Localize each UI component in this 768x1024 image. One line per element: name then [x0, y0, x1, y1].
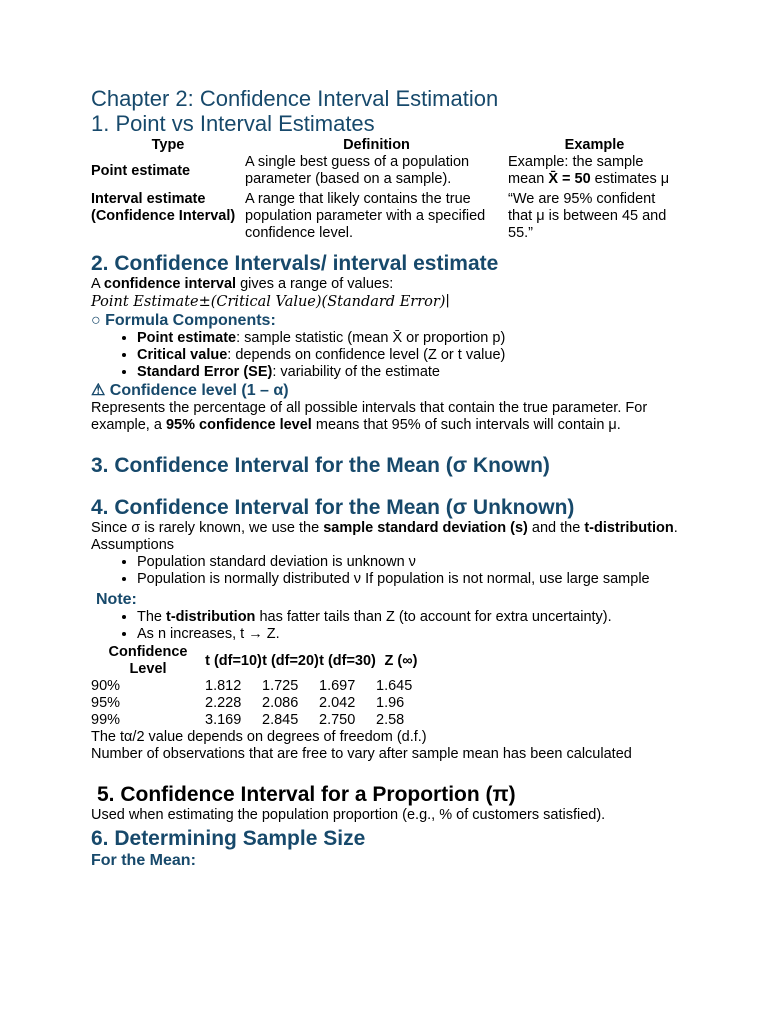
row-definition: A single best guess of a population parameter (based on a sample). — [245, 154, 470, 187]
row-definition: A range that likely contains the true population parameter with a specified confidence level. — [245, 191, 486, 241]
row-type: Interval estimate (Confidence Interval) — [91, 191, 236, 224]
confidence-level-text — [91, 400, 681, 434]
table-cell: 2.086 — [262, 695, 299, 711]
list-item: • Population standard deviation is unknown ν — [137, 554, 681, 571]
section6-subheading: For the Mean: — [91, 852, 196, 869]
assumptions-label: Assumptions — [91, 537, 175, 553]
section5-heading: 5. Confidence Interval for a Proportion (π) — [97, 783, 516, 806]
chapter-title: Chapter 2: Confidence Interval Estimation — [91, 86, 499, 111]
table-cell: 2.58 — [376, 712, 405, 728]
intro-text-end: . — [673, 520, 678, 536]
list-item — [137, 330, 681, 347]
intro-bold: t-distribution — [584, 520, 674, 536]
table-cell: 1.725 — [262, 678, 299, 694]
note-text: The — [137, 609, 167, 625]
document-page — [91, 86, 681, 870]
table-row — [91, 154, 681, 188]
estimates-table-header — [91, 137, 681, 154]
section2-heading: 2. Confidence Intervals/ interval estimate — [91, 252, 499, 275]
section2-intro — [91, 276, 681, 293]
table-cell: 2.845 — [262, 712, 299, 728]
intro-text: Since σ is rarely known, we use the — [91, 520, 324, 536]
intro-bold: sample standard deviation (s) — [323, 520, 528, 536]
row-example: “We are 95% confident that μ is between 45 and 55.” — [508, 191, 667, 241]
section4-intro — [91, 520, 681, 537]
assumptions-list — [91, 554, 681, 588]
confidence-level-heading: ⚠ Confidence level (1 – α) — [91, 382, 289, 399]
ci-formula: Point Estimate±(Critical Value)(Standard Error)∣ — [91, 294, 450, 310]
confidence-text: Represents the percentage of all possible intervals that contain the true parameter. For example, a — [91, 400, 648, 433]
table-cell: 99% — [91, 712, 121, 728]
components-list — [91, 330, 681, 381]
section4-heading: 4. Confidence Interval for the Mean (σ Unknown) — [91, 496, 575, 519]
component-term: Critical value — [137, 347, 228, 363]
example-text: Example: the sample mean — [508, 154, 644, 187]
component-term: Point estimate — [137, 330, 237, 346]
notes-list — [91, 609, 681, 643]
table-row — [91, 678, 426, 695]
component-desc: : variability of the estimate — [272, 364, 440, 380]
t-header-z: Z (∞) — [384, 652, 418, 669]
intro-text-mid: and the — [527, 520, 585, 536]
df-definition: Number of observations that are free to vary after sample mean has been calculated — [91, 746, 632, 762]
note-bold: t-distribution — [166, 609, 256, 625]
df-note: The tα/2 value depends on degrees of freedom (d.f.) — [91, 729, 427, 745]
table-cell: 3.169 — [205, 712, 242, 728]
confidence-bold: 95% confidence level — [165, 417, 312, 433]
table-cell: 2.042 — [319, 695, 356, 711]
t-header-df10: t (df=10) — [205, 652, 262, 669]
table-cell: 90% — [91, 678, 121, 694]
table-header-example: Example — [564, 137, 625, 153]
table-cell: 1.697 — [319, 678, 356, 694]
t-header-df30: t (df=30) — [319, 652, 376, 669]
table-header-type: Type — [151, 137, 185, 153]
section3-heading: 3. Confidence Interval for the Mean (σ Known) — [91, 454, 550, 477]
example-bold: X̄ = 50 — [548, 171, 591, 187]
t-header-df20: t (df=20) — [262, 652, 319, 669]
component-desc: : sample statistic (mean X̄ or proportion p) — [236, 330, 506, 346]
note-text-end: has fatter tails than Z (to account for extra uncertainty). — [255, 609, 612, 625]
component-term: Standard Error (SE) — [137, 364, 273, 380]
table-cell: 2.750 — [319, 712, 356, 728]
list-item: • As n increases, t → Z. — [137, 626, 681, 643]
t-header-confidence: Confidence Level — [108, 644, 188, 677]
table-row — [91, 712, 426, 729]
intro-text: A — [91, 276, 104, 292]
table-cell: 2.228 — [205, 695, 242, 711]
intro-bold: confidence interval — [103, 276, 237, 292]
table-row — [91, 188, 681, 242]
table-cell: 1.645 — [376, 678, 413, 694]
t-values-table — [91, 644, 426, 729]
row-type: Point estimate — [91, 162, 191, 179]
section6-heading: 6. Determining Sample Size — [91, 827, 366, 850]
example-text-end: estimates μ — [590, 171, 670, 187]
section1-heading: 1. Point vs Interval Estimates — [91, 111, 375, 136]
component-desc: : depends on confidence level (Z or t value) — [227, 347, 506, 363]
table-cell: 1.812 — [205, 678, 242, 694]
confidence-text-end: means that 95% of such intervals will contain μ. — [311, 417, 621, 433]
row-example — [508, 154, 681, 188]
table-cell: 1.96 — [376, 695, 405, 711]
components-heading: ○ Formula Components: — [91, 312, 276, 329]
estimates-table — [91, 137, 681, 242]
list-item — [137, 364, 681, 381]
list-item — [137, 347, 681, 364]
list-item: • Population is normally distributed ν If population is not normal, use large sample — [137, 571, 681, 588]
note-heading: Note: — [96, 591, 137, 608]
table-header-definition: Definition — [343, 137, 410, 153]
section5-text: Used when estimating the population proportion (e.g., % of customers satisfied). — [91, 807, 606, 823]
table-cell: 95% — [91, 695, 121, 711]
list-item — [137, 609, 681, 626]
intro-text-end: gives a range of values: — [236, 276, 394, 292]
table-row — [91, 695, 426, 712]
t-table-header — [91, 644, 426, 678]
